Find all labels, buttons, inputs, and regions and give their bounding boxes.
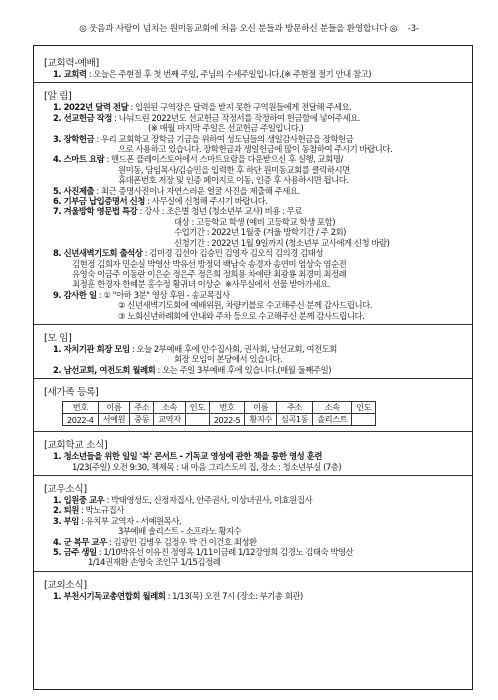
table-header-cell: 이름 [245,402,277,414]
school-section [44,437,466,472]
members-section [44,481,466,568]
member-news-4-text: : 김광민 김병우 김정우 박 건 이건호 최성환 [106,536,257,547]
outside-news-1-text: : 1/13(목) 오전 7시 (장소: 부기총 회관) [165,590,303,601]
meeting-2 [44,365,466,375]
table-cell [352,414,376,426]
notice-2-text: : 나눠드린 2022년도 선교헌금 작정서를 작정하여 헌금함에 넣어주세요. [111,112,360,123]
member-news-3-cont: 3부예배 솔리스트 - 소프라노 황지수 [118,526,242,537]
meeting-1-label: 1. 자치기관 회장 모임 [53,343,130,354]
meetings-section [44,330,466,375]
table-row [63,414,376,426]
member-news-3 [44,516,466,526]
new-family-title: [새가족 등록] [44,387,99,399]
notice-6-text: : 사무실에 신청해 주시기 바랍니다. [144,196,268,207]
notice-2 [44,113,466,123]
table-cell: 2022-4 [63,414,99,426]
divider [34,82,472,83]
notice-3-cont: 으로 사용하고 있습니다. 장학헌금과 생일헌금에 많이 동참하여 주시기 바랍니다. [118,144,393,155]
table-header-cell: 주소 [276,402,312,414]
notice-9-text: : ① "아하 3분" 영상 후원 - 송교목집사 [96,289,230,300]
notice-7-text: : 강사 : 조은별 청년 (청소년부 교사) 비용 : 무료 [137,206,303,217]
table-cell: 황지수 [245,414,277,426]
notice-4-cont-2: 휴대폰번호 저장 및 인증 페이지로 이동, 인증 후 사용하시면 됩니다. [118,175,349,186]
table-header-cell: 번호 [63,402,99,414]
outside-news-1-label: 1. 부천시기독교총연합회 월례회 [53,590,166,601]
member-news-4-label: 4. 군 복무 교우 [53,536,107,547]
calendar-section [44,55,466,79]
notice-4 [44,154,466,164]
notice-8-names-2: 유영숙 이금주 이동란 이은순 정은주 정은희 정희용 차애란 최광룡 최경미 최정례 [72,268,347,279]
notices-section [44,88,466,321]
notice-1-label: 1. 2022년 달력 전달 [53,102,129,113]
meeting-1-cont: 회장 모임이 본당에서 있습니다. [174,354,283,365]
outside-section [44,577,466,601]
meetings-title: [모 임] [44,332,72,344]
header-welcome-text: ◎ 웃음과 사랑이 넘치는 원미동교회에 처음 오신 분들과 방문하신 분들을 환영합니다 ◎ [79,24,398,34]
new-family-table [62,401,376,426]
member-news-1-text: : 박태영성도, 신정자집사, 안주권사, 이상녀권사, 이효원집사 [104,494,313,505]
notice-5 [44,186,466,196]
notice-4-label: 4. 스마트 요람 [53,154,105,165]
divider [34,571,472,572]
page-number: -3- [407,24,419,34]
outside-title: [교외소식] [44,579,87,591]
notice-7-period: 수업기간 : 2022년 1월중 (겨울 방학기간 / 주 2회) [174,227,346,238]
table-cell: 2022-5 [209,414,245,426]
member-news-2-text: : 박노규집사 [78,505,124,516]
member-news-2-label: 2. 퇴원 [53,505,79,516]
notice-8-names-3 [44,279,466,289]
notices-title: [알 림] [44,91,72,103]
notice-8-note: ※사무실에서 선물 받아가세요. [225,279,330,290]
notice-8-names-3-text: 최정훈 한경자 한혜분 홍수정 황귀녀 이상순 [72,279,221,290]
divider [34,431,472,432]
table-cell: 솔리스트 [313,414,352,426]
bulletin-frame [33,45,473,690]
notice-5-label: 5. 사진제출 [53,185,95,196]
notice-8-names-1: 김현정 김희자 민순실 박영산 박유선 방정덕 백남숙 송경자 송연미 엄상숙 염순전 [72,258,347,269]
member-news-3-text: : 유치부 교역자 - 서예원목사, [78,515,182,526]
outside-news-1 [44,591,466,601]
table-header-cell: 주소 [130,402,154,414]
notice-9 [44,290,466,300]
meeting-1 [44,344,466,354]
new-family-section [44,384,466,426]
table-header-cell: 인도 [185,402,209,414]
table-cell: 서예원 [98,414,130,426]
members-title: [교우소식] [44,483,87,495]
page-header [0,22,498,34]
table-header-cell: 번호 [209,402,245,414]
notice-7 [44,206,466,216]
notice-7-target: 대상 : 고등학교 학생 (예비 고등학교 학생 포함) [174,216,336,227]
member-news-1 [44,495,466,505]
meeting-2-label: 2. 남선교회, 여전도회 월례회 [53,364,156,375]
table-cell [185,414,209,426]
notice-3-text: : 우리 교회학교 장학금 기금을 위하여 성도님들의 생일감사헌금을 장학헌금 [94,133,354,144]
notice-8 [44,248,466,258]
divider [34,324,472,325]
meeting-1-text: : 오늘 2부예배 후에 안수집사회, 권사회, 남선교회, 여전도회 [129,343,337,354]
notice-9-label: 9. 감사한 일 [53,289,97,300]
member-news-5-cont: 1/14권재환 손영숙 조인구 1/15김정례 [88,557,221,568]
table-header-row [63,402,376,414]
notice-4-cont-1: 원미동, 담임목사/김승민을 입력한 후 하단 원미동교회를 클릭하시면 [118,164,350,175]
school-item-1-detail: 1/23(주일) 오전 9:30, 책제목 : 내 마음 그리스도의 집, 장소 : 청소년부실 (7층) [72,461,342,472]
member-news-1-label: 1. 입원중 교우 [53,494,105,505]
calendar-item [44,69,466,79]
divider [34,378,472,379]
notice-8-label: 8. 신년새벽기도회 출석상 [53,248,143,259]
notice-8-text: : 김미경 김선아 김승민 김영자 김오식 김의경 김태성 [142,248,323,259]
table-header-cell: 인도 [352,402,376,414]
notice-1 [44,102,466,112]
member-news-2 [44,505,466,515]
calendar-item-label: 교회력 [63,69,87,79]
table-header-cell: 소속 [154,402,186,414]
school-item-1: 1. 청소년들을 위한 일일 '북' 콘서트 - 기독교 영성에 관한 책을 통한 영성 훈련 [53,451,322,462]
calendar-item-num: 1. [53,69,64,79]
notice-6-label: 6. 기부금 납입증명서 신청 [53,196,145,207]
notice-2-label: 2. 선교헌금 작정 [53,112,112,123]
notice-6 [44,196,466,206]
member-news-5-text: : 1/10박유선 이유진 정영옥 1/11이금례 1/12강영희 김경노 김태숙 박영산 [96,547,354,557]
school-title: [교회학교 소식] [44,440,108,452]
notice-2-note: (※ 매월 마지막 주일은 선교헌금 주일입니다.) [148,123,304,134]
member-news-4 [44,537,466,547]
divider [34,475,472,476]
notice-1-text: : 입원된 구역장은 달력을 받지 못한 구역원들에게 전달해 주세요. [128,102,352,113]
table-cell: 교역자 [154,414,186,426]
notice-5-text: : 최근 증명사진이나 자연스러운 얼굴 사진을 제출해 주세요. [94,185,300,196]
calendar-item-text: : 오늘은 주현절 후 첫 번째 주일, 주님의 수세주일입니다.(※ 주현절 절기 안내 참고) [86,69,372,79]
notice-9-item-2: ② 신년새벽기도회에 예배위원, 차량키블로 수고해주신 분께 감사드립니다. [118,300,372,311]
notice-9-item-3: ③ 노회신년하례회에 안내와 주차 등으로 수고해주신 분께 감사드립니다. [118,310,365,321]
notice-4-text: : 핸드폰 플레이스토어에서 스마트요람을 다운받으신 후 실행, 교회명/ [104,154,343,165]
member-news-5 [44,547,466,557]
table-header-cell: 소속 [313,402,352,414]
calendar-title: [교회력-예배] [44,58,99,69]
notice-7-apply: 신청기간 : 2022년 1월 9일까지 (청소년부 교사에게 신청 바람) [174,237,390,248]
meeting-2-text: : 오는 주일 3부예배 후에 있습니다.(매월 둘째주일) [155,364,332,375]
table-cell: 중동 [130,414,154,426]
member-news-5-label: 5. 금주 생일 [53,547,97,557]
member-news-3-label: 3. 부임 [53,515,79,526]
notice-3-label: 3. 장학헌금 [53,133,95,144]
table-header-cell: 이름 [98,402,130,414]
notice-7-label: 7. 겨울방학 영문법 특강 [53,206,138,217]
notice-3 [44,134,466,144]
table-cell: 심곡1동 [276,414,312,426]
